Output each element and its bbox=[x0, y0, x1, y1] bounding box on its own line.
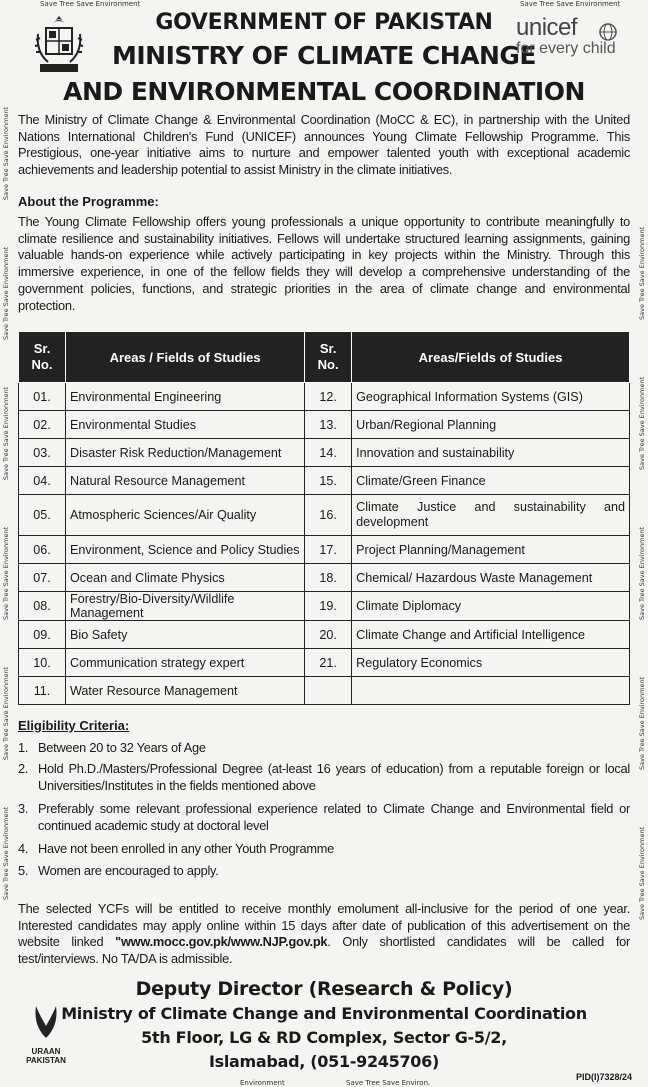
row-area-left: Water Resource Management bbox=[66, 677, 305, 705]
about-paragraph: The Young Climate Fellowship offers young professionals a unique opportunity to contribute meaningfully to climate resilience and sustainability initiatives. Fellows will undertake structured learning assignments, gaining valuable hands-on experience while actively participating in key projects within the Ministry. Through this immersive experience, in one of the fellow fields they will develop a comprehensive understanding of the government policies, functions, and strategic priorities in the area of climate change and environmental protection. bbox=[18, 214, 630, 313]
border-right-text-5: Save Tree Save Environment bbox=[638, 826, 646, 920]
about-heading: About the Programme: bbox=[18, 194, 159, 209]
row-area-right: Project Planning/Management bbox=[352, 536, 630, 564]
row-no-left: 08. bbox=[19, 592, 66, 621]
border-bottom-right-text: Save Tree Save Environ. bbox=[346, 1079, 431, 1087]
table-row bbox=[19, 564, 630, 592]
border-right-text-2: Save Tree Save Environment bbox=[638, 376, 646, 470]
row-area-right: Climate/Green Finance bbox=[352, 467, 630, 495]
footer-city-phone: Islamabad, (051-9245706) bbox=[209, 1052, 439, 1071]
table-row bbox=[19, 677, 630, 705]
table-row bbox=[19, 536, 630, 564]
eligibility-list bbox=[18, 739, 630, 879]
advertisement-page bbox=[16, 8, 632, 1082]
website-links: "www.mocc.gov.pk/www.NJP.gov.pk bbox=[115, 934, 328, 950]
row-no-left: 02. bbox=[19, 411, 66, 439]
row-area-left: Disaster Risk Reduction/Management bbox=[66, 439, 305, 467]
table-row bbox=[19, 592, 630, 621]
row-area-left: Bio Safety bbox=[66, 621, 305, 649]
row-no-right: 20. bbox=[305, 621, 352, 649]
list-item: 1. Between 20 to 32 Years of Age bbox=[18, 740, 206, 755]
row-area-right: Chemical/ Hazardous Waste Management bbox=[352, 564, 630, 592]
row-area-left: Atmospheric Sciences/Air Quality bbox=[66, 495, 305, 536]
eligibility-heading: Eligibility Criteria: bbox=[18, 718, 130, 733]
header-title-line-3: AND ENVIRONMENTAL COORDINATION bbox=[63, 77, 585, 106]
signatory-title: Deputy Director (Research & Policy) bbox=[135, 978, 513, 1000]
row-area-left: Environmental Engineering bbox=[66, 383, 305, 411]
table-row bbox=[19, 649, 630, 677]
row-no-left: 05. bbox=[19, 495, 66, 536]
row-area-left: Communication strategy expert bbox=[66, 649, 305, 677]
border-left-text-4: Save Tree Save Environment bbox=[2, 526, 10, 620]
left-border-strip bbox=[0, 0, 12, 1087]
border-left-text-5: Save Tree Save Environment bbox=[2, 666, 10, 760]
table-row bbox=[19, 467, 630, 495]
right-border-strip bbox=[636, 0, 648, 1087]
border-right-text-3: Save Tree Save Environment bbox=[638, 526, 646, 620]
row-area-right: Climate Justice and sustainability and development bbox=[352, 495, 630, 536]
border-right-text-1: Save Tree Save Environment bbox=[638, 226, 646, 320]
table-row bbox=[19, 411, 630, 439]
top-border-strip bbox=[0, 0, 648, 8]
row-no-right: 14. bbox=[305, 439, 352, 467]
row-no-left: 09. bbox=[19, 621, 66, 649]
row-area-right: Geographical Information Systems (GIS) bbox=[352, 383, 630, 411]
row-area-left: Environment, Science and Policy Studies bbox=[66, 536, 305, 564]
fields-of-study-table bbox=[18, 331, 630, 705]
row-no-right: 15. bbox=[305, 467, 352, 495]
list-item: 3. Preferably some relevant professional experience related to Climate Change and Environmental field or continued academic study at doctoral level bbox=[18, 801, 630, 833]
table-row bbox=[19, 621, 630, 649]
row-no-left: 03. bbox=[19, 439, 66, 467]
col-sr-right: Sr. No. bbox=[305, 332, 352, 383]
row-area-left: Natural Resource Management bbox=[66, 467, 305, 495]
bird-icon bbox=[28, 1002, 64, 1042]
row-area-right: Regulatory Economics bbox=[352, 649, 630, 677]
row-area-right: Urban/Regional Planning bbox=[352, 411, 630, 439]
uraan-text-2: PAKISTAN bbox=[26, 1056, 66, 1065]
row-no-right: 18. bbox=[305, 564, 352, 592]
table-row bbox=[19, 495, 630, 536]
footer-ministry: Ministry of Climate Change and Environmental Coordination bbox=[61, 1004, 587, 1023]
border-top-right-text: Save Tree Save Environment bbox=[520, 0, 621, 8]
pid-number: PID(I)7328/24 bbox=[575, 1072, 632, 1082]
uraan-pakistan-logo bbox=[16, 1002, 76, 1072]
list-item: 5. Women are encouraged to apply. bbox=[18, 863, 219, 878]
header-title-line-1: GOVERNMENT OF PAKISTAN bbox=[155, 10, 493, 35]
row-no-left: 11. bbox=[19, 677, 66, 705]
border-left-text-1: Save Tree Save Environment bbox=[2, 106, 10, 200]
border-right-text-4: Save Tree Save Environment bbox=[638, 676, 646, 770]
row-area-right: Climate Diplomacy bbox=[352, 592, 630, 621]
row-area-left: Environmental Studies bbox=[66, 411, 305, 439]
header bbox=[16, 8, 632, 110]
row-no-right: 16. bbox=[305, 495, 352, 536]
col-area-right: Areas/Fields of Studies bbox=[352, 332, 630, 383]
unicef-tagline: for every child bbox=[516, 40, 616, 57]
row-no-left: 07. bbox=[19, 564, 66, 592]
row-no-right: 21. bbox=[305, 649, 352, 677]
row-area-left: Forestry/Bio-Diversity/Wildlife Management bbox=[66, 592, 305, 621]
border-left-text-6: Save Tree Save Environment bbox=[2, 806, 10, 900]
uraan-text-1: URAAN bbox=[31, 1047, 61, 1056]
border-bottom-left-text: Environment bbox=[240, 1079, 285, 1087]
row-area-left: Ocean and Climate Physics bbox=[66, 564, 305, 592]
row-no-right: 17. bbox=[305, 536, 352, 564]
row-no-left: 01. bbox=[19, 383, 66, 411]
row-no-left: 10. bbox=[19, 649, 66, 677]
border-left-text-3: Save Tree Save Environment bbox=[2, 386, 10, 480]
col-area-left: Areas / Fields of Studies bbox=[66, 332, 305, 383]
border-top-left-text: Save Tree Save Environment bbox=[40, 0, 141, 8]
unicef-logo bbox=[516, 14, 628, 58]
row-no-left: 04. bbox=[19, 467, 66, 495]
closing-paragraph: The selected YCFs will be entitled to receive monthly emolument all-inclusive for the period of one year. Interested candidates may apply online within 15 days after date of publication of this advertisement on the website linked "www.mocc.gov.pk/www.NJP.gov.pk. Only shortlisted candidates will be called for test/interviews. No TA/DA is admissible. bbox=[18, 901, 630, 966]
row-no-right: 12. bbox=[305, 383, 352, 411]
header-title-line-2: MINISTRY OF CLIMATE CHANGE bbox=[111, 41, 537, 70]
footer-address: 5th Floor, LG & RD Complex, Sector G-5/2, bbox=[141, 1028, 507, 1047]
bottom-border-strip bbox=[0, 1079, 648, 1087]
intro-paragraph: The Ministry of Climate Change & Environmental Coordination (MoCC & EC), in partnership with the United Nations International Children's Fund (UNICEF) announces Young Climate Fellowship Programme. This Prestigious, one-year initiative aims to nurture and empower talented youth with exceptional academic achievements and leadership potential to assist Ministry in the climate initiatives. bbox=[18, 112, 630, 177]
list-item: 2. Hold Ph.D./Masters/Professional Degree (at-least 16 years of education) from a reputable foreign or local Universities/Institutes in the fields mentioned above bbox=[18, 761, 630, 793]
border-left-text-2: Save Tree Save Environment bbox=[2, 246, 10, 340]
unicef-name: unicef bbox=[516, 14, 578, 41]
table-row bbox=[19, 439, 630, 467]
table-header-row bbox=[19, 332, 630, 383]
table-row bbox=[19, 383, 630, 411]
row-no-right: 19. bbox=[305, 592, 352, 621]
row-no-left: 06. bbox=[19, 536, 66, 564]
row-no-right: 13. bbox=[305, 411, 352, 439]
row-area-right bbox=[352, 677, 630, 705]
row-no-right bbox=[305, 677, 352, 705]
list-item: 4. Have not been enrolled in any other Youth Programme bbox=[18, 841, 334, 856]
row-area-right: Climate Change and Artificial Intelligence bbox=[352, 621, 630, 649]
unicef-globe-icon bbox=[598, 22, 618, 42]
col-sr-left: Sr. No. bbox=[19, 332, 66, 383]
row-area-right: Innovation and sustainability bbox=[352, 439, 630, 467]
